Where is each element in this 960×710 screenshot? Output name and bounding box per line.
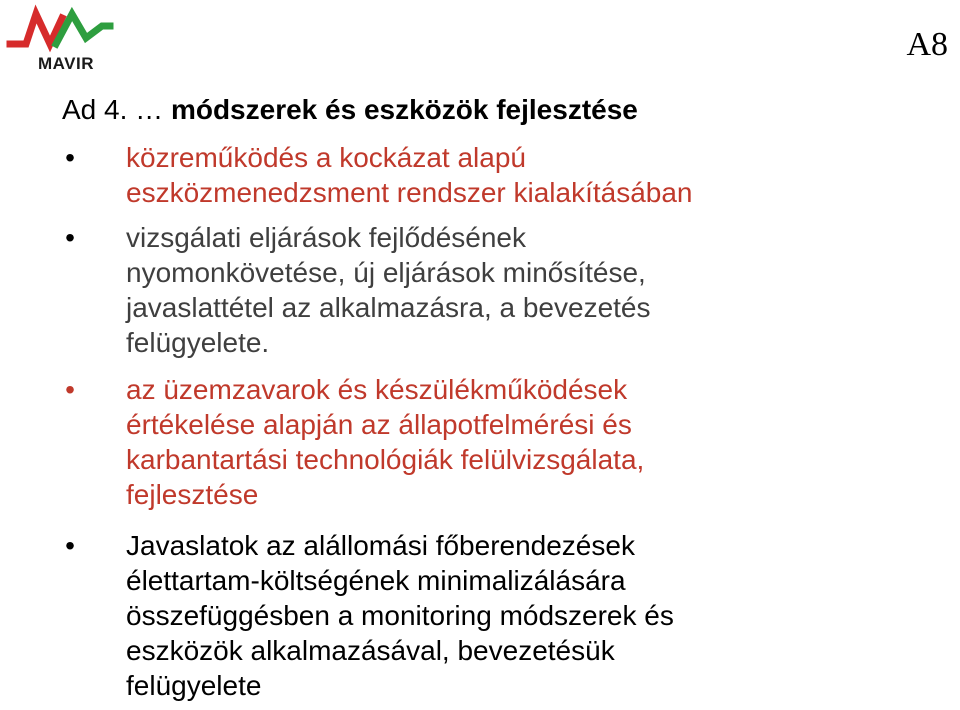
bullet-line: Javaslatok az alállomási főberendezések — [126, 530, 635, 561]
bullet-dot: • — [65, 222, 75, 253]
bullet-item-4 — [65, 528, 936, 703]
bullet-item-1 — [65, 140, 936, 210]
bullet-line: összefüggésben a monitoring módszerek és — [126, 600, 674, 631]
bullet-line: vizsgálati eljárások fejlődésének — [126, 222, 526, 253]
bullet-line: eszközmenedzsment rendszer kialakításában — [126, 177, 693, 208]
title-prefix: Ad 4. … — [62, 94, 164, 125]
bullet-line: az üzemzavarok és készülékműködések — [126, 374, 628, 405]
slide-number: A8 — [906, 26, 948, 63]
bullet-line: fejlesztése — [126, 479, 259, 510]
bullet-line: felügyelete. — [126, 327, 270, 358]
bullet-dot: • — [65, 142, 75, 173]
bullet-line: nyomonkövetése, új eljárások minősítése, — [126, 257, 646, 288]
bullet-item-2 — [65, 220, 936, 360]
bullet-line: eszközök alkalmazásával, bevezetésük — [126, 635, 615, 666]
bullet-line: élettartam-költségének minimalizálására — [126, 565, 626, 596]
bullet-dot: • — [65, 530, 75, 561]
logo-text: MAVIR — [38, 54, 95, 73]
bullet-line: karbantartási technológiák felülvizsgálata, — [126, 444, 645, 475]
bullet-line: értékelése alapján az állapotfelmérési és — [126, 409, 632, 440]
bullet-line: felügyelete — [126, 670, 262, 701]
bullet-dot: • — [65, 374, 75, 405]
bullet-item-3 — [65, 372, 936, 512]
title-main: módszerek és eszközök fejlesztése — [170, 94, 638, 125]
bullet-line: javaslattétel az alkalmazásra, a bevezetés — [126, 292, 651, 323]
bullet-line: közreműködés a kockázat alapú — [126, 142, 526, 173]
